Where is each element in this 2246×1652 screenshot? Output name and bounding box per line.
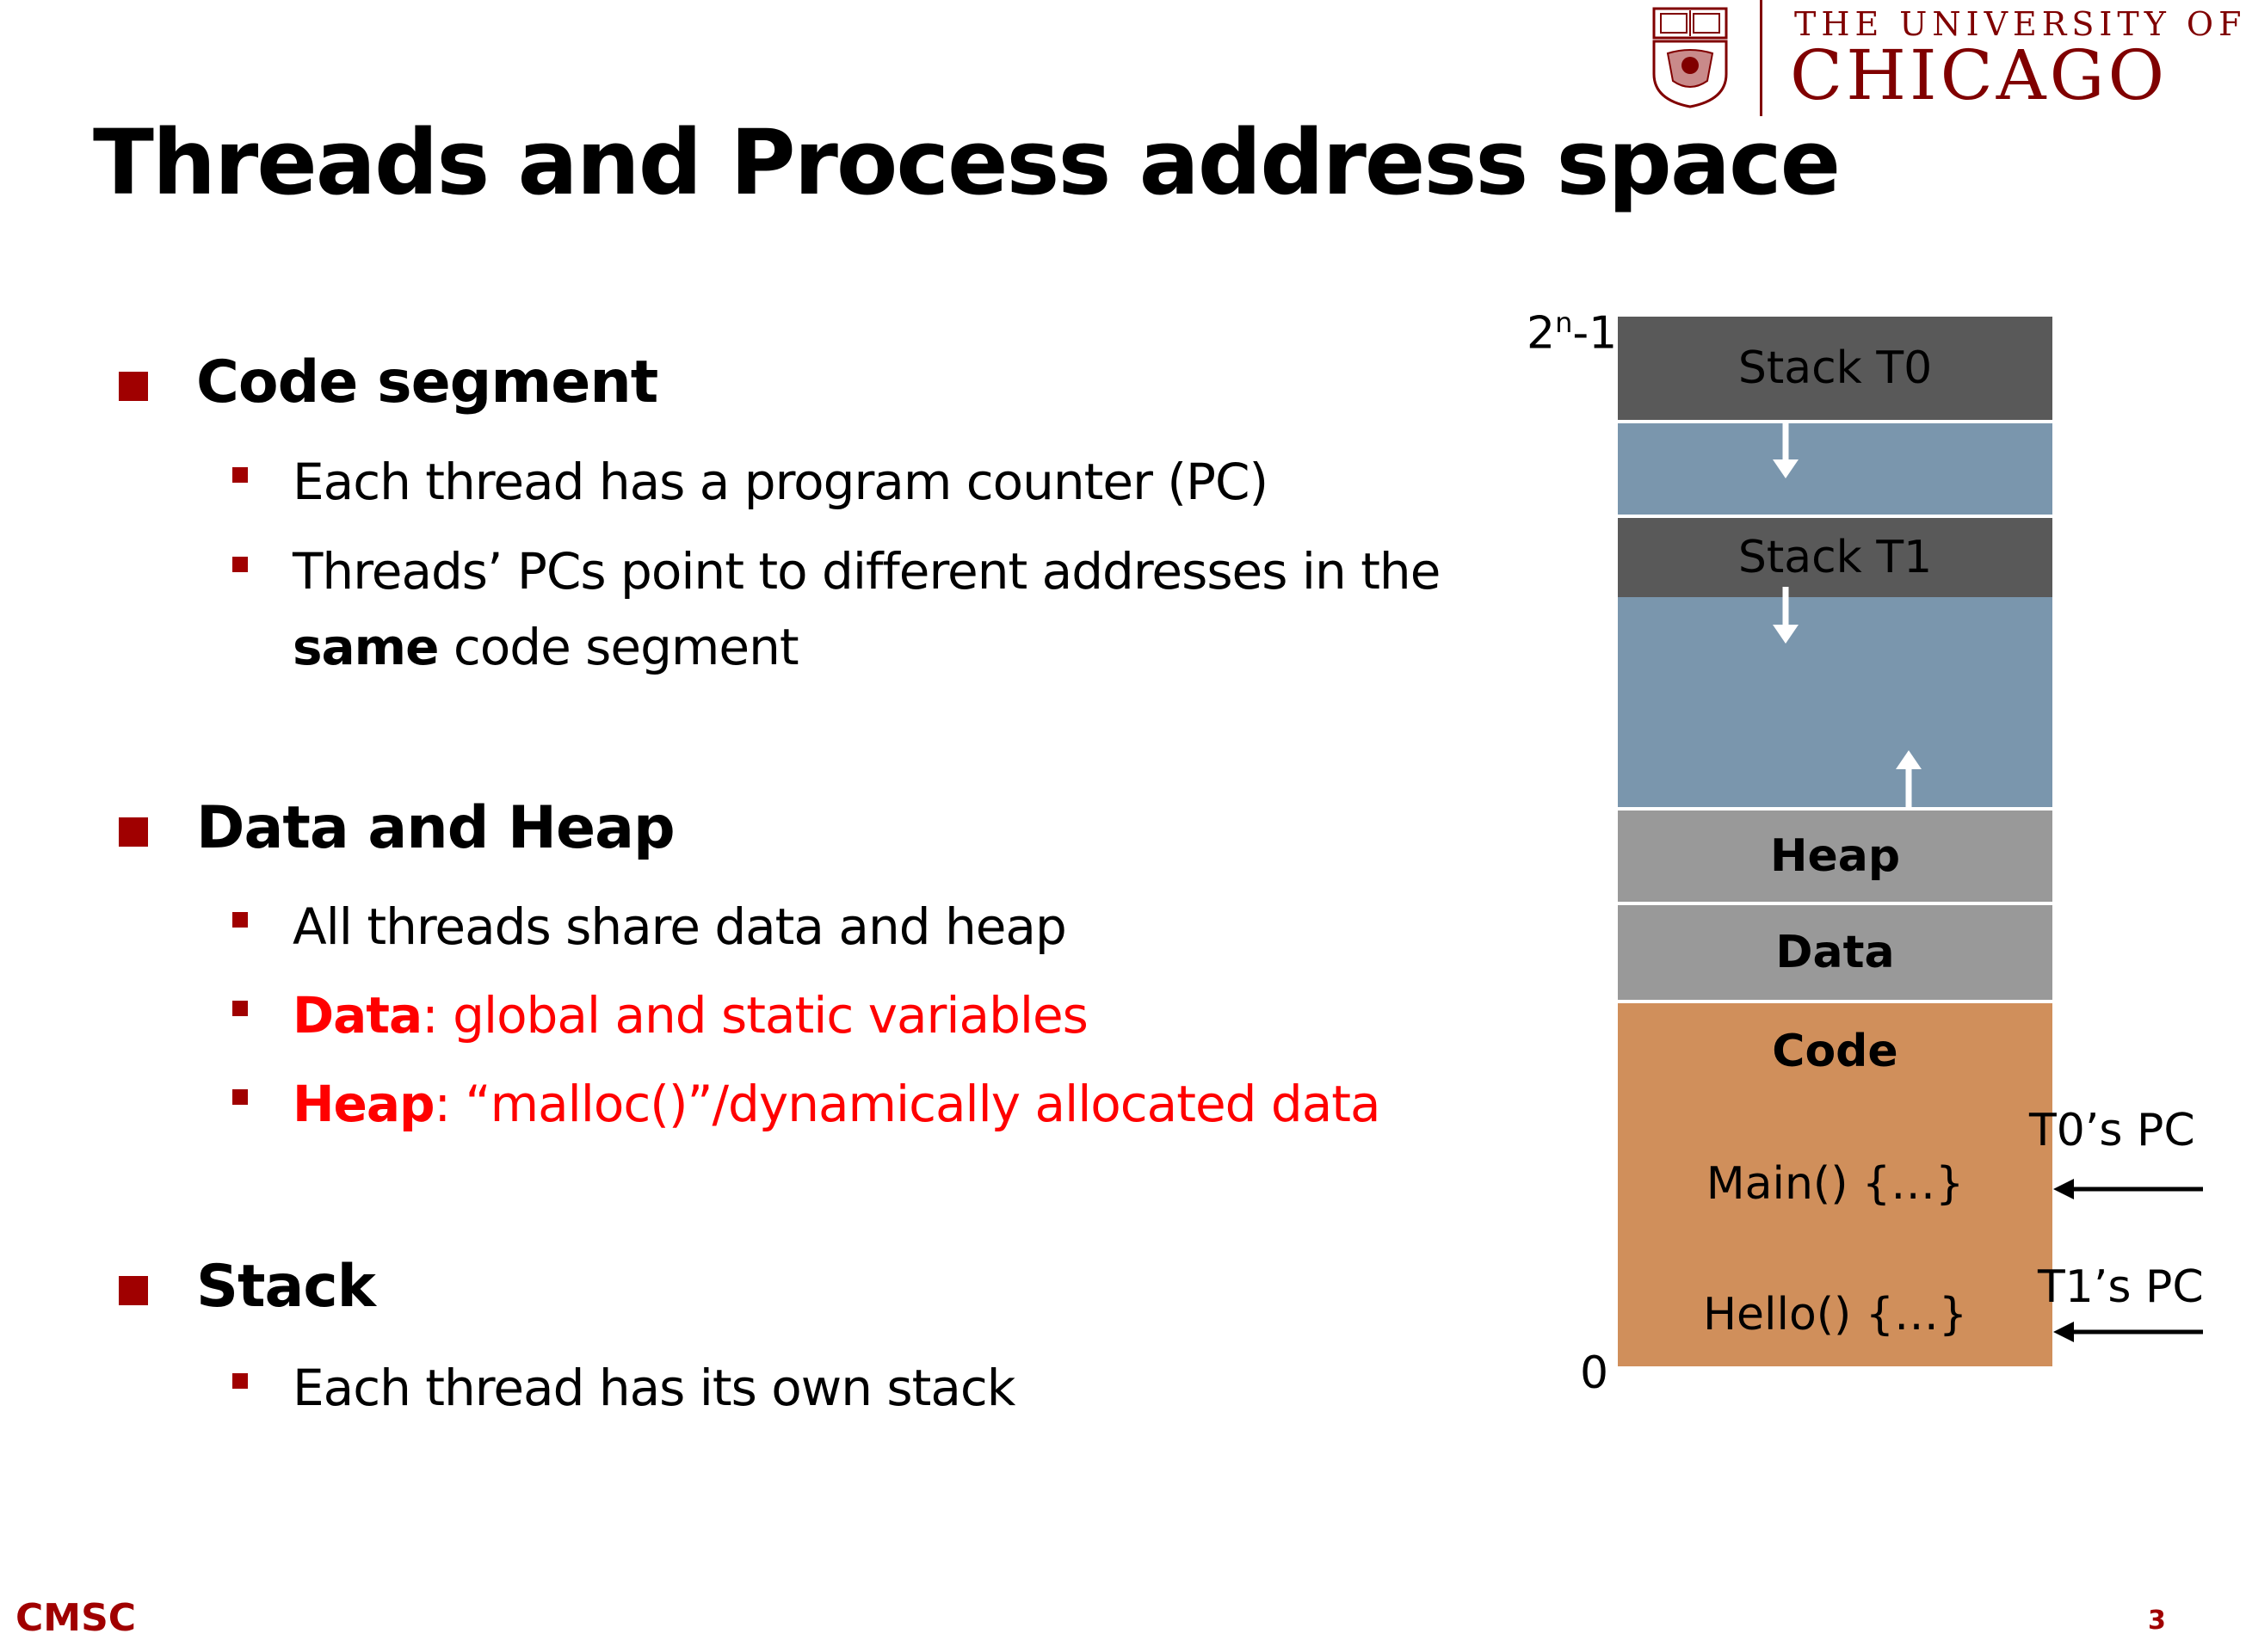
hello-function-label: Hello() {…} bbox=[1702, 1289, 1968, 1341]
bullet-pcs-line2 bbox=[293, 609, 1440, 685]
data-segment bbox=[1618, 905, 2052, 1000]
bullet-pcs-line1: Threads’ PCs point to different addresses in the bbox=[293, 542, 1441, 601]
main-function-label: Main() {…} bbox=[1706, 1158, 1965, 1210]
t1-pc-arrow-icon bbox=[2053, 1316, 2203, 1347]
bold-same: same bbox=[293, 618, 439, 676]
bullet-data-item bbox=[293, 977, 1088, 1053]
bullet-square-icon bbox=[119, 372, 148, 401]
bullet-data-heap: Data and Heap bbox=[196, 794, 675, 862]
sub-bullet-square-icon bbox=[232, 557, 248, 572]
university-crest-icon bbox=[1651, 7, 1730, 108]
bullet-square-icon bbox=[119, 1276, 148, 1305]
sub-bullet-square-icon bbox=[232, 1001, 248, 1016]
data-label: Data bbox=[1775, 927, 1895, 978]
sub-bullet-square-icon bbox=[232, 1089, 248, 1105]
heap-segment bbox=[1618, 811, 2052, 902]
bullet-pcs-rest: code segment bbox=[438, 618, 799, 676]
free-space-t0 bbox=[1618, 423, 2052, 515]
bottom-address-label: 0 bbox=[1580, 1347, 1609, 1399]
heap-growth-arrow-icon bbox=[1887, 747, 1930, 809]
top-addr-base: 2 bbox=[1527, 307, 1556, 360]
top-address-label bbox=[1527, 306, 1617, 359]
top-addr-rest: -1 bbox=[1572, 307, 1618, 360]
bullet-code-segment: Code segment bbox=[196, 348, 658, 416]
data-desc: : global and static variables bbox=[422, 986, 1088, 1045]
top-addr-sup: n bbox=[1555, 306, 1573, 339]
slide-title: Threads and Process address space bbox=[93, 110, 1840, 215]
code-label: Code bbox=[1772, 1026, 1898, 1077]
heap-label: Heap bbox=[1769, 830, 1901, 882]
bullet-stack: Stack bbox=[196, 1253, 375, 1321]
bullet-heap-item bbox=[293, 1066, 1380, 1142]
bold-heap: Heap bbox=[293, 1075, 435, 1133]
stack-t1-label: Stack T1 bbox=[1737, 532, 1933, 583]
bullet-own-stack-item: Each thread has its own stack bbox=[293, 1359, 1015, 1417]
t0-pc-label: T0’s PC bbox=[2029, 1105, 2195, 1156]
sub-bullet-square-icon bbox=[232, 912, 248, 928]
logo-chicago-text: CHICAGO bbox=[1790, 35, 2169, 115]
slide-number: 3 bbox=[2148, 1606, 2166, 1636]
t1-pc-label: T1’s PC bbox=[2038, 1261, 2204, 1313]
stack-t0-growth-arrow-icon bbox=[1764, 422, 1807, 482]
bullet-pc-item: Each thread has a program counter (PC) bbox=[293, 453, 1268, 511]
stack-t1-growth-arrow-icon bbox=[1764, 585, 1807, 647]
sub-bullet-square-icon bbox=[232, 467, 248, 483]
bullet-share-item: All threads share data and heap bbox=[293, 897, 1066, 956]
stack-t1-segment bbox=[1618, 518, 2052, 597]
logo-university-text: THE UNIVERSITY OF bbox=[1794, 5, 2246, 43]
sub-bullet-square-icon bbox=[232, 1373, 248, 1389]
logo-divider bbox=[1760, 0, 1762, 116]
heap-desc: : “malloc()”/dynamically allocated data bbox=[434, 1075, 1380, 1133]
stack-t0-label: Stack T0 bbox=[1737, 342, 1933, 394]
t0-pc-arrow-icon bbox=[2053, 1174, 2203, 1205]
footer-course-label: CMSC bbox=[15, 1596, 137, 1640]
bold-data: Data bbox=[293, 986, 423, 1045]
free-space-shared bbox=[1618, 597, 2052, 807]
bullet-pcs-differ-item bbox=[293, 533, 1440, 685]
bullet-square-icon bbox=[119, 817, 148, 847]
stack-t0-segment bbox=[1618, 317, 2052, 420]
